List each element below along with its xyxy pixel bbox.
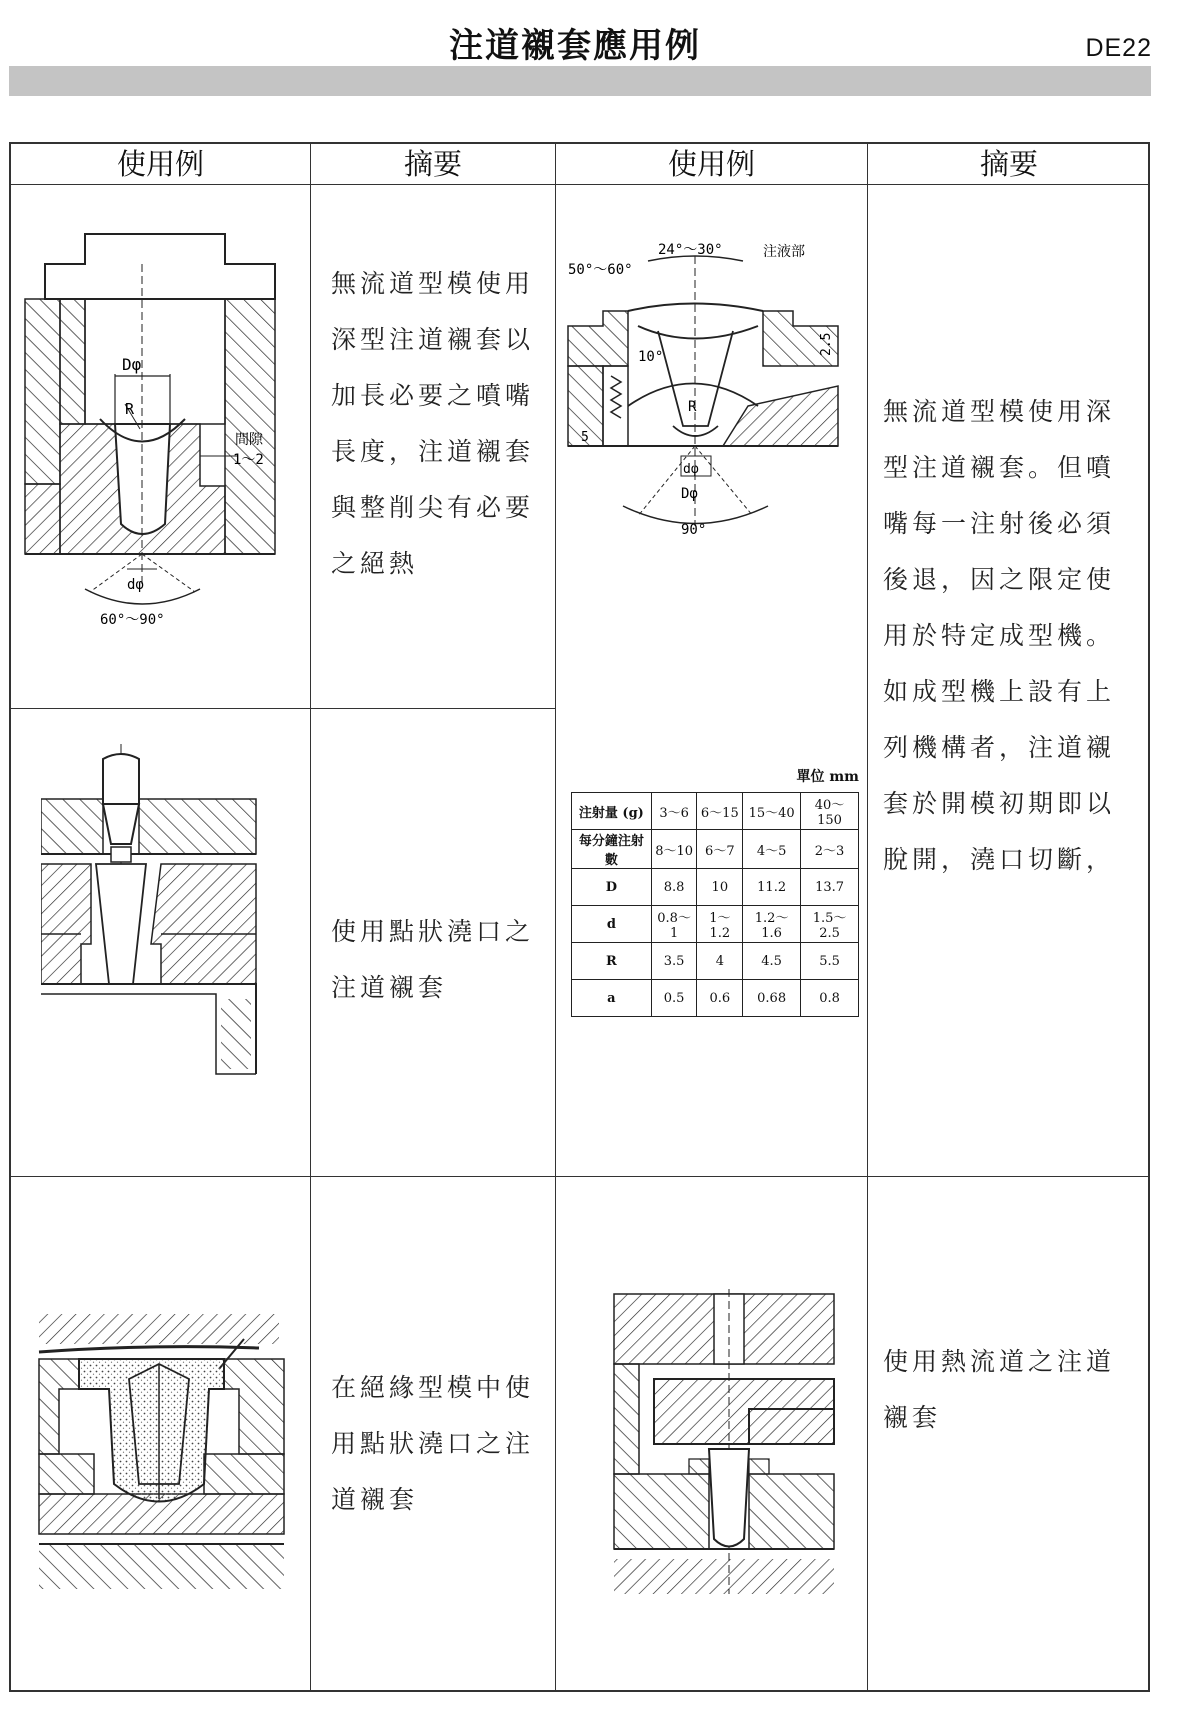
table-cell: 每分鐘注射數 xyxy=(572,830,652,869)
table-row xyxy=(572,906,859,943)
row1-left-summary: 無流道型模使用深型注道襯套以加長必要之噴嘴長度，注道襯套與整削尖有必要之絕熱 xyxy=(331,269,535,578)
fig1-label-radius: R xyxy=(125,400,135,418)
table-cell: 1.5～2.5 xyxy=(801,906,859,943)
table-cell: 3～6 xyxy=(651,793,697,830)
fig4-label-inject-part: 注液部 xyxy=(763,244,805,260)
table-cell: 4.5 xyxy=(743,943,801,980)
table-cell: 5.5 xyxy=(801,943,859,980)
right-top-summary: 無流道型模使用深型注道襯套。但噴嘴每一注射後必須後退，因之限定使用於特定成型機。如成型機上設有上列機構者，注道襯套於開模初期即以脫開，澆口切斷， xyxy=(883,397,1116,874)
table-cell: 0.5 xyxy=(651,980,697,1017)
figure-hot-runner-sprue xyxy=(609,1284,839,1604)
table-cell: 6～7 xyxy=(697,830,743,869)
table-cell: 40～150 xyxy=(801,793,859,830)
table-cell: d xyxy=(572,906,652,943)
table-cell: 0.6 xyxy=(697,980,743,1017)
table-cell: 注射量 (g) xyxy=(572,793,652,830)
fig1-label-dphi: Dφ xyxy=(122,355,142,374)
figure-insulated-mold-pin-gate xyxy=(29,1304,299,1604)
fig4-label-dphi: Dφ xyxy=(681,486,698,502)
header-usage-2: 使用例 xyxy=(667,147,755,181)
fig4-label-angle-10: 10° xyxy=(638,349,664,365)
spec-table xyxy=(571,792,859,1017)
table-cell: 1.2～1.6 xyxy=(743,906,801,943)
spec-unit: 單位 mm xyxy=(796,769,859,785)
fig4-label-small-dphi: dφ xyxy=(683,462,699,477)
col-divider xyxy=(310,144,311,1690)
header-summary-2: 摘要 xyxy=(979,147,1038,181)
table-cell: 13.7 xyxy=(801,869,859,906)
row-divider xyxy=(11,1176,1148,1177)
figure-deep-sprue-retract xyxy=(563,216,863,546)
fig4-label-dim-5: 5 xyxy=(581,430,589,445)
table-row xyxy=(572,980,859,1017)
table-row xyxy=(572,793,859,830)
col-divider xyxy=(555,144,556,1690)
table-cell: 15～40 xyxy=(743,793,801,830)
row-divider xyxy=(11,708,556,709)
row2-left-summary: 使用點狀澆口之注道襯套 xyxy=(331,917,535,1002)
col-divider xyxy=(867,144,868,1690)
title-bar xyxy=(9,66,1151,96)
table-cell: 4 xyxy=(697,943,743,980)
table-cell: R xyxy=(572,943,652,980)
table-cell: 2～3 xyxy=(801,830,859,869)
figure-pin-gate-sprue-bushing xyxy=(41,744,291,1094)
page-code: DE22 xyxy=(1085,34,1152,62)
table-cell: 1～1.2 xyxy=(697,906,743,943)
page-title: 注道襯套應用例 xyxy=(449,26,701,66)
fig4-label-angle-left: 50°～60° xyxy=(568,262,633,278)
row3-right-summary: 使用熱流道之注道襯套 xyxy=(883,1347,1116,1432)
row3-left-summary: 在絕緣型模中使用點狀澆口之注道襯套 xyxy=(331,1373,535,1514)
header-summary-1: 摘要 xyxy=(403,147,462,181)
fig4-label-angle-bottom: 90° xyxy=(681,522,707,538)
fig4-label-angle-top: 24°～30° xyxy=(658,242,723,258)
header-divider xyxy=(11,184,1148,185)
table-row xyxy=(572,943,859,980)
table-cell: 0.8 xyxy=(801,980,859,1017)
table-cell: 8～10 xyxy=(651,830,697,869)
fig4-label-dim-25: 2.5 xyxy=(819,332,834,356)
spec-table-block xyxy=(571,766,859,1017)
table-cell: 11.2 xyxy=(743,869,801,906)
table-cell: 6～15 xyxy=(697,793,743,830)
fig1-label-gap: 間隙 xyxy=(235,432,263,448)
table-cell: 3.5 xyxy=(651,943,697,980)
table-cell: 0.68 xyxy=(743,980,801,1017)
header-usage-1: 使用例 xyxy=(116,147,204,181)
figure-deep-sprue-bushing xyxy=(15,224,305,684)
fig1-label-angle: 60°～90° xyxy=(100,612,165,628)
table-row xyxy=(572,830,859,869)
table-cell: 0.8～1 xyxy=(651,906,697,943)
table-cell: D xyxy=(572,869,652,906)
table-cell: 4～5 xyxy=(743,830,801,869)
fig4-label-radius: R xyxy=(688,399,697,415)
examples-table xyxy=(9,142,1150,1692)
fig1-label-gap-value: 1～2 xyxy=(233,452,264,468)
fig1-label-small-dphi: dφ xyxy=(127,577,144,593)
table-cell: 8.8 xyxy=(651,869,697,906)
table-row xyxy=(572,869,859,906)
table-cell: a xyxy=(572,980,652,1017)
table-cell: 10 xyxy=(697,869,743,906)
